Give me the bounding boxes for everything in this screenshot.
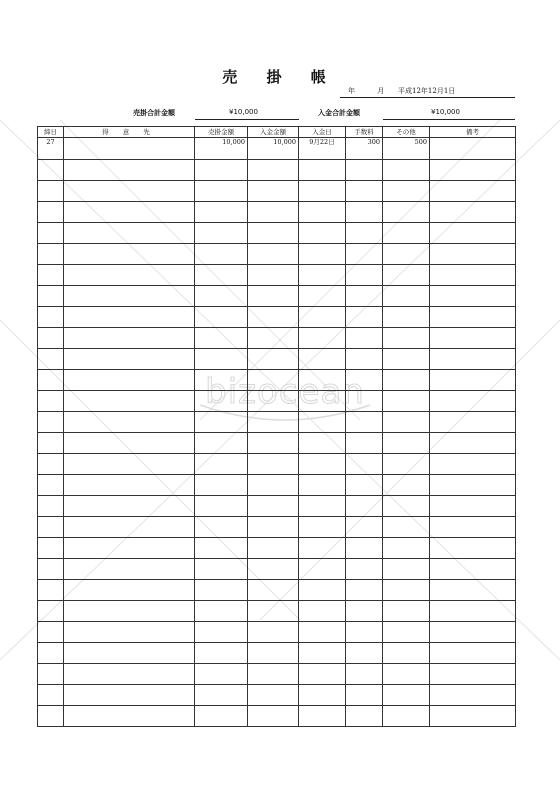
cell-fee[interactable] (346, 664, 383, 685)
sales-total-label: 売掛合計金額 (133, 108, 175, 117)
cell-fee[interactable] (346, 559, 383, 580)
cell-notes[interactable] (430, 160, 516, 181)
cell-closing-day[interactable] (38, 412, 64, 433)
cell-notes[interactable] (430, 286, 516, 307)
cell-sales-amount[interactable] (195, 265, 248, 286)
cell-received-amount[interactable] (248, 223, 299, 244)
header-received-date: 入金日 (299, 127, 346, 138)
cell-closing-day[interactable] (38, 685, 64, 706)
cell-received-amount[interactable] (248, 307, 299, 328)
cell-closing-day[interactable] (38, 433, 64, 454)
table-row (38, 454, 516, 475)
cell-notes[interactable] (430, 412, 516, 433)
header-received-amount: 入金金額 (248, 127, 299, 138)
cell-received-amount[interactable] (248, 265, 299, 286)
cell-fee[interactable] (346, 370, 383, 391)
cell-received-date[interactable] (299, 370, 346, 391)
cell-customer[interactable] (64, 265, 195, 286)
cell-customer[interactable] (64, 559, 195, 580)
date-year-month: 年 月 (348, 87, 395, 95)
cell-sales-amount[interactable] (195, 370, 248, 391)
sales-total (133, 108, 299, 119)
cell-customer[interactable] (64, 412, 195, 433)
cell-closing-day[interactable] (38, 202, 64, 223)
cell-sales-amount[interactable] (195, 622, 248, 643)
cell-sales-amount[interactable] (195, 538, 248, 559)
cell-customer[interactable] (64, 517, 195, 538)
cell-other[interactable] (383, 580, 430, 601)
cell-customer[interactable] (64, 454, 195, 475)
cell-closing-day[interactable] (38, 223, 64, 244)
cell-customer[interactable] (64, 433, 195, 454)
cell-fee[interactable] (346, 517, 383, 538)
table-row (38, 138, 516, 160)
header-customer: 得 意 先 (64, 127, 195, 138)
cell-sales-amount[interactable] (195, 223, 248, 244)
cell-other[interactable] (383, 622, 430, 643)
cell-sales-amount[interactable] (195, 559, 248, 580)
cell-sales-amount[interactable] (195, 307, 248, 328)
cell-received-amount[interactable] (248, 664, 299, 685)
cell-notes[interactable] (430, 538, 516, 559)
cell-other[interactable] (383, 685, 430, 706)
cell-other[interactable] (383, 517, 430, 538)
cell-received-date[interactable] (299, 538, 346, 559)
table-row (38, 580, 516, 601)
cell-received-amount[interactable] (248, 433, 299, 454)
cell-other[interactable] (383, 349, 430, 370)
cell-fee[interactable] (346, 538, 383, 559)
received-total-field (383, 108, 515, 120)
cell-other[interactable] (383, 664, 430, 685)
cell-other[interactable] (383, 433, 430, 454)
ledger-table (37, 126, 516, 727)
cell-closing-day[interactable] (38, 160, 64, 181)
cell-customer[interactable] (64, 475, 195, 496)
cell-received-amount[interactable] (248, 496, 299, 517)
table-header-row (38, 127, 516, 138)
cell-sales-amount[interactable]: 10,000 (195, 138, 248, 160)
cell-other[interactable] (383, 307, 430, 328)
cell-received-amount[interactable] (248, 391, 299, 412)
cell-customer[interactable] (64, 538, 195, 559)
cell-closing-day[interactable] (38, 370, 64, 391)
cell-fee[interactable] (346, 160, 383, 181)
cell-notes[interactable] (430, 496, 516, 517)
table-row (38, 496, 516, 517)
cell-closing-day[interactable] (38, 307, 64, 328)
cell-notes[interactable] (430, 643, 516, 664)
cell-sales-amount[interactable] (195, 475, 248, 496)
cell-received-amount[interactable] (248, 349, 299, 370)
cell-notes[interactable] (430, 391, 516, 412)
cell-customer[interactable] (64, 286, 195, 307)
table-row (38, 244, 516, 265)
cell-closing-day[interactable] (38, 643, 64, 664)
cell-customer[interactable] (64, 685, 195, 706)
cell-notes[interactable] (430, 370, 516, 391)
cell-fee[interactable] (346, 454, 383, 475)
cell-other[interactable] (383, 286, 430, 307)
cell-received-amount[interactable] (248, 580, 299, 601)
cell-received-amount[interactable] (248, 328, 299, 349)
cell-sales-amount[interactable] (195, 517, 248, 538)
cell-closing-day[interactable] (38, 538, 64, 559)
cell-received-date[interactable] (299, 328, 346, 349)
cell-received-date[interactable] (299, 412, 346, 433)
cell-received-date[interactable] (299, 349, 346, 370)
cell-received-amount[interactable] (248, 370, 299, 391)
header-notes: 備考 (430, 127, 516, 138)
cell-fee[interactable] (346, 202, 383, 223)
cell-notes[interactable] (430, 706, 516, 727)
cell-other[interactable] (383, 538, 430, 559)
cell-customer[interactable] (64, 160, 195, 181)
cell-customer[interactable] (64, 664, 195, 685)
cell-customer[interactable] (64, 706, 195, 727)
table-row (38, 202, 516, 223)
cell-fee[interactable] (346, 286, 383, 307)
cell-received-amount[interactable]: 10,000 (248, 138, 299, 160)
cell-customer[interactable] (64, 181, 195, 202)
table-row (38, 160, 516, 181)
table-row (38, 538, 516, 559)
cell-received-amount[interactable] (248, 160, 299, 181)
cell-sales-amount[interactable] (195, 286, 248, 307)
table-row (38, 475, 516, 496)
cell-received-amount[interactable] (248, 622, 299, 643)
cell-received-amount[interactable] (248, 286, 299, 307)
cell-closing-day[interactable] (38, 328, 64, 349)
cell-received-date[interactable] (299, 706, 346, 727)
cell-closing-day[interactable] (38, 265, 64, 286)
cell-received-date[interactable] (299, 622, 346, 643)
cell-notes[interactable] (430, 244, 516, 265)
table-row (38, 412, 516, 433)
cell-received-amount[interactable] (248, 601, 299, 622)
cell-received-date[interactable] (299, 391, 346, 412)
cell-sales-amount[interactable] (195, 496, 248, 517)
cell-customer[interactable] (64, 202, 195, 223)
cell-sales-amount[interactable] (195, 580, 248, 601)
received-total-label: 入金合計金額 (318, 108, 360, 117)
cell-closing-day[interactable] (38, 580, 64, 601)
cell-notes[interactable] (430, 307, 516, 328)
cell-fee[interactable] (346, 622, 383, 643)
cell-sales-amount[interactable] (195, 643, 248, 664)
cell-notes[interactable] (430, 559, 516, 580)
cell-fee[interactable] (346, 706, 383, 727)
table-row (38, 685, 516, 706)
received-total (318, 108, 515, 119)
table-row (38, 622, 516, 643)
table-row (38, 433, 516, 454)
cell-sales-amount[interactable] (195, 391, 248, 412)
cell-received-date[interactable] (299, 244, 346, 265)
cell-notes[interactable] (430, 622, 516, 643)
cell-sales-amount[interactable] (195, 349, 248, 370)
cell-fee[interactable] (346, 328, 383, 349)
cell-fee[interactable] (346, 181, 383, 202)
cell-customer[interactable] (64, 391, 195, 412)
cell-sales-amount[interactable] (195, 601, 248, 622)
cell-customer[interactable] (64, 370, 195, 391)
cell-received-date[interactable] (299, 559, 346, 580)
cell-other[interactable] (383, 643, 430, 664)
cell-sales-amount[interactable] (195, 454, 248, 475)
sales-total-value: ¥10,000 (229, 108, 258, 116)
cell-notes[interactable] (430, 328, 516, 349)
table-row (38, 181, 516, 202)
cell-sales-amount[interactable] (195, 664, 248, 685)
cell-other[interactable] (383, 328, 430, 349)
date-line (340, 86, 515, 98)
cell-closing-day[interactable] (38, 622, 64, 643)
cell-other[interactable] (383, 181, 430, 202)
cell-received-date[interactable]: 9月22日 (299, 138, 346, 160)
cell-fee[interactable] (346, 412, 383, 433)
cell-fee[interactable] (346, 223, 383, 244)
cell-closing-day[interactable] (38, 706, 64, 727)
cell-customer[interactable] (64, 622, 195, 643)
cell-notes[interactable] (430, 265, 516, 286)
received-total-value: ¥10,000 (431, 108, 460, 116)
cell-received-date[interactable] (299, 160, 346, 181)
cell-received-amount[interactable] (248, 517, 299, 538)
table-row (38, 223, 516, 244)
date-value: 平成12年12月1日 (398, 87, 456, 95)
header-closing-day: 締日 (38, 127, 64, 138)
cell-closing-day[interactable] (38, 454, 64, 475)
cell-fee[interactable] (346, 265, 383, 286)
cell-closing-day[interactable] (38, 664, 64, 685)
cell-notes[interactable] (430, 475, 516, 496)
cell-received-amount[interactable] (248, 643, 299, 664)
cell-sales-amount[interactable] (195, 181, 248, 202)
header-sales-amount: 売掛金額 (195, 127, 248, 138)
table-row (38, 286, 516, 307)
cell-fee[interactable] (346, 601, 383, 622)
cell-received-date[interactable] (299, 580, 346, 601)
cell-closing-day[interactable] (38, 244, 64, 265)
cell-received-date[interactable] (299, 223, 346, 244)
cell-received-date[interactable] (299, 496, 346, 517)
cell-closing-day[interactable] (38, 391, 64, 412)
cell-received-amount[interactable] (248, 559, 299, 580)
cell-fee[interactable] (346, 307, 383, 328)
cell-customer[interactable] (64, 328, 195, 349)
cell-received-date[interactable] (299, 181, 346, 202)
cell-other[interactable] (383, 454, 430, 475)
cell-sales-amount[interactable] (195, 412, 248, 433)
table-row (38, 706, 516, 727)
cell-other[interactable] (383, 202, 430, 223)
cell-notes[interactable] (430, 454, 516, 475)
cell-customer[interactable] (64, 307, 195, 328)
cell-fee[interactable] (346, 391, 383, 412)
cell-received-date[interactable] (299, 643, 346, 664)
cell-fee[interactable] (346, 475, 383, 496)
cell-received-date[interactable] (299, 475, 346, 496)
cell-sales-amount[interactable] (195, 328, 248, 349)
table-row (38, 517, 516, 538)
watermark-logo: bizocean (205, 372, 365, 412)
cell-notes[interactable] (430, 138, 516, 160)
cell-received-amount[interactable] (248, 244, 299, 265)
cell-received-amount[interactable] (248, 202, 299, 223)
cell-notes[interactable] (430, 517, 516, 538)
cell-fee[interactable] (346, 349, 383, 370)
table-row (38, 664, 516, 685)
cell-customer[interactable] (64, 643, 195, 664)
cell-sales-amount[interactable] (195, 706, 248, 727)
cell-customer[interactable] (64, 601, 195, 622)
cell-customer[interactable] (64, 138, 195, 160)
cell-received-amount[interactable] (248, 412, 299, 433)
cell-other[interactable] (383, 370, 430, 391)
cell-received-amount[interactable] (248, 181, 299, 202)
table-row (38, 391, 516, 412)
cell-fee[interactable] (346, 643, 383, 664)
cell-other[interactable] (383, 244, 430, 265)
cell-other[interactable] (383, 160, 430, 181)
table-row (38, 601, 516, 622)
cell-sales-amount[interactable] (195, 244, 248, 265)
cell-other[interactable] (383, 223, 430, 244)
cell-fee[interactable] (346, 580, 383, 601)
cell-other[interactable] (383, 265, 430, 286)
cell-closing-day[interactable] (38, 496, 64, 517)
cell-customer[interactable] (64, 349, 195, 370)
cell-received-date[interactable] (299, 454, 346, 475)
cell-closing-day[interactable] (38, 475, 64, 496)
cell-closing-day[interactable] (38, 517, 64, 538)
cell-notes[interactable] (430, 349, 516, 370)
cell-received-date[interactable] (299, 202, 346, 223)
cell-sales-amount[interactable] (195, 685, 248, 706)
cell-notes[interactable] (430, 664, 516, 685)
cell-fee[interactable] (346, 496, 383, 517)
cell-closing-day[interactable] (38, 286, 64, 307)
cell-received-amount[interactable] (248, 454, 299, 475)
cell-customer[interactable] (64, 244, 195, 265)
sales-total-field (195, 108, 299, 120)
cell-other[interactable] (383, 601, 430, 622)
cell-fee[interactable] (346, 244, 383, 265)
cell-sales-amount[interactable] (195, 433, 248, 454)
cell-received-date[interactable] (299, 664, 346, 685)
cell-received-amount[interactable] (248, 538, 299, 559)
header-other: その他 (383, 127, 430, 138)
cell-other[interactable]: 500 (383, 138, 430, 160)
cell-received-date[interactable] (299, 307, 346, 328)
table-row (38, 328, 516, 349)
cell-received-date[interactable] (299, 265, 346, 286)
cell-closing-day[interactable] (38, 349, 64, 370)
cell-notes[interactable] (430, 223, 516, 244)
cell-other[interactable] (383, 706, 430, 727)
cell-received-amount[interactable] (248, 475, 299, 496)
cell-fee[interactable] (346, 433, 383, 454)
cell-received-date[interactable] (299, 685, 346, 706)
table-row (38, 370, 516, 391)
cell-fee[interactable] (346, 685, 383, 706)
cell-closing-day[interactable] (38, 601, 64, 622)
table-row (38, 265, 516, 286)
cell-notes[interactable] (430, 580, 516, 601)
cell-sales-amount[interactable] (195, 202, 248, 223)
table-row (38, 643, 516, 664)
cell-closing-day[interactable]: 27 (38, 138, 64, 160)
cell-sales-amount[interactable] (195, 160, 248, 181)
cell-customer[interactable] (64, 580, 195, 601)
table-row (38, 559, 516, 580)
header-fee: 手数料 (346, 127, 383, 138)
cell-other[interactable] (383, 496, 430, 517)
cell-customer[interactable] (64, 223, 195, 244)
cell-received-amount[interactable] (248, 685, 299, 706)
cell-received-date[interactable] (299, 601, 346, 622)
cell-received-date[interactable] (299, 433, 346, 454)
cell-received-amount[interactable] (248, 706, 299, 727)
cell-fee[interactable]: 300 (346, 138, 383, 160)
cell-closing-day[interactable] (38, 559, 64, 580)
cell-received-date[interactable] (299, 517, 346, 538)
cell-other[interactable] (383, 559, 430, 580)
cell-other[interactable] (383, 412, 430, 433)
cell-customer[interactable] (64, 496, 195, 517)
cell-closing-day[interactable] (38, 181, 64, 202)
cell-notes[interactable] (430, 433, 516, 454)
cell-other[interactable] (383, 475, 430, 496)
page-title: 売 掛 帳 (222, 68, 338, 86)
table-row (38, 307, 516, 328)
cell-received-date[interactable] (299, 286, 346, 307)
table-row (38, 349, 516, 370)
cell-other[interactable] (383, 391, 430, 412)
cell-notes[interactable] (430, 181, 516, 202)
cell-notes[interactable] (430, 685, 516, 706)
cell-notes[interactable] (430, 202, 516, 223)
cell-notes[interactable] (430, 601, 516, 622)
